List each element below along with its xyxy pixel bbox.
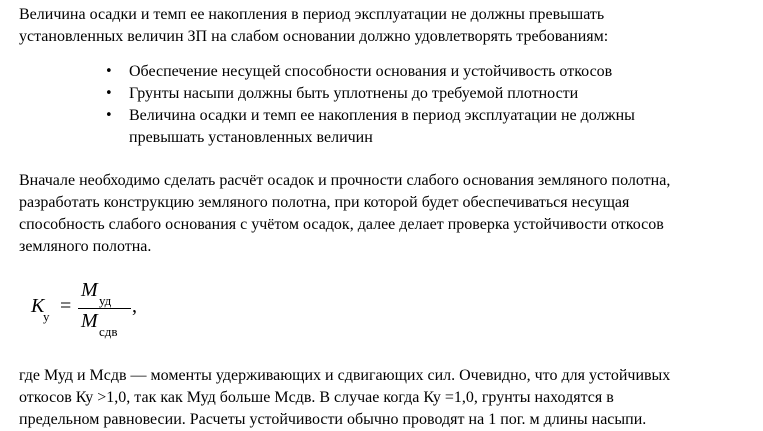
- list-item: [0, 61, 763, 83]
- fraction-bar: [78, 308, 131, 309]
- formula-trailing-comma: ,: [132, 295, 137, 317]
- formula-equals: =: [60, 295, 72, 317]
- formula-lhs-subscript: у: [43, 309, 50, 324]
- list-item: [0, 83, 763, 105]
- list-item-text: Обеспечение несущей способности основания и устойчивость откосов: [129, 63, 613, 80]
- explanation-paragraph: [19, 365, 754, 431]
- text-line: где Муд и Мсдв — моменты удерживающих и сдвигающих сил. Очевидно, что для устойчивых: [19, 367, 671, 384]
- bullet-icon: •: [105, 86, 113, 101]
- text-line: Величина осадки и темп ее накопления в период эксплуатации не должны превышать: [19, 6, 605, 23]
- formula-denominator-subscript: сдв: [99, 324, 118, 339]
- text-line: установленных величин ЗП на слабом основании должно удовлетворять требованиям:: [19, 28, 609, 45]
- text-line: способность слабого основания с учётом осадок, далее делает проверка устойчивости откосов: [19, 216, 664, 233]
- bullet-icon: •: [105, 108, 113, 123]
- stability-coefficient-formula: [31, 279, 151, 339]
- formula-numerator: M: [81, 279, 98, 301]
- method-paragraph: [19, 170, 754, 258]
- text-line: откосов Ку >1,0, так как Муд больше Мсдв. В случае когда Ку =1,0, грунты находятся в: [19, 389, 614, 406]
- list-item: [0, 105, 763, 149]
- list-item-text: Грунты насыпи должны быть уплотнены до требуемой плотности: [129, 85, 579, 102]
- list-item-text: превышать установленных величин: [129, 129, 373, 146]
- text-line: предельном равновесии. Расчеты устойчивости обычно проводят на 1 пог. м длины насыпи.: [19, 411, 647, 428]
- text-line: Вначале необходимо сделать расчёт осадок и прочности слабого основания земляного полотна,: [19, 172, 671, 189]
- list-item-text: Величина осадки и темп ее накопления в период эксплуатации не должны: [129, 107, 635, 124]
- formula-denominator: M: [81, 310, 98, 332]
- text-line: земляного полотна.: [19, 238, 152, 255]
- requirements-list: [0, 61, 763, 149]
- text-line: разработать конструкцию земляного полотна, при которой будет обеспечиваться несущая: [19, 194, 630, 211]
- formula-lhs: K: [31, 295, 45, 317]
- bullet-icon: •: [105, 64, 113, 79]
- formula-numerator-subscript: уд: [99, 293, 112, 308]
- intro-paragraph: [19, 4, 754, 48]
